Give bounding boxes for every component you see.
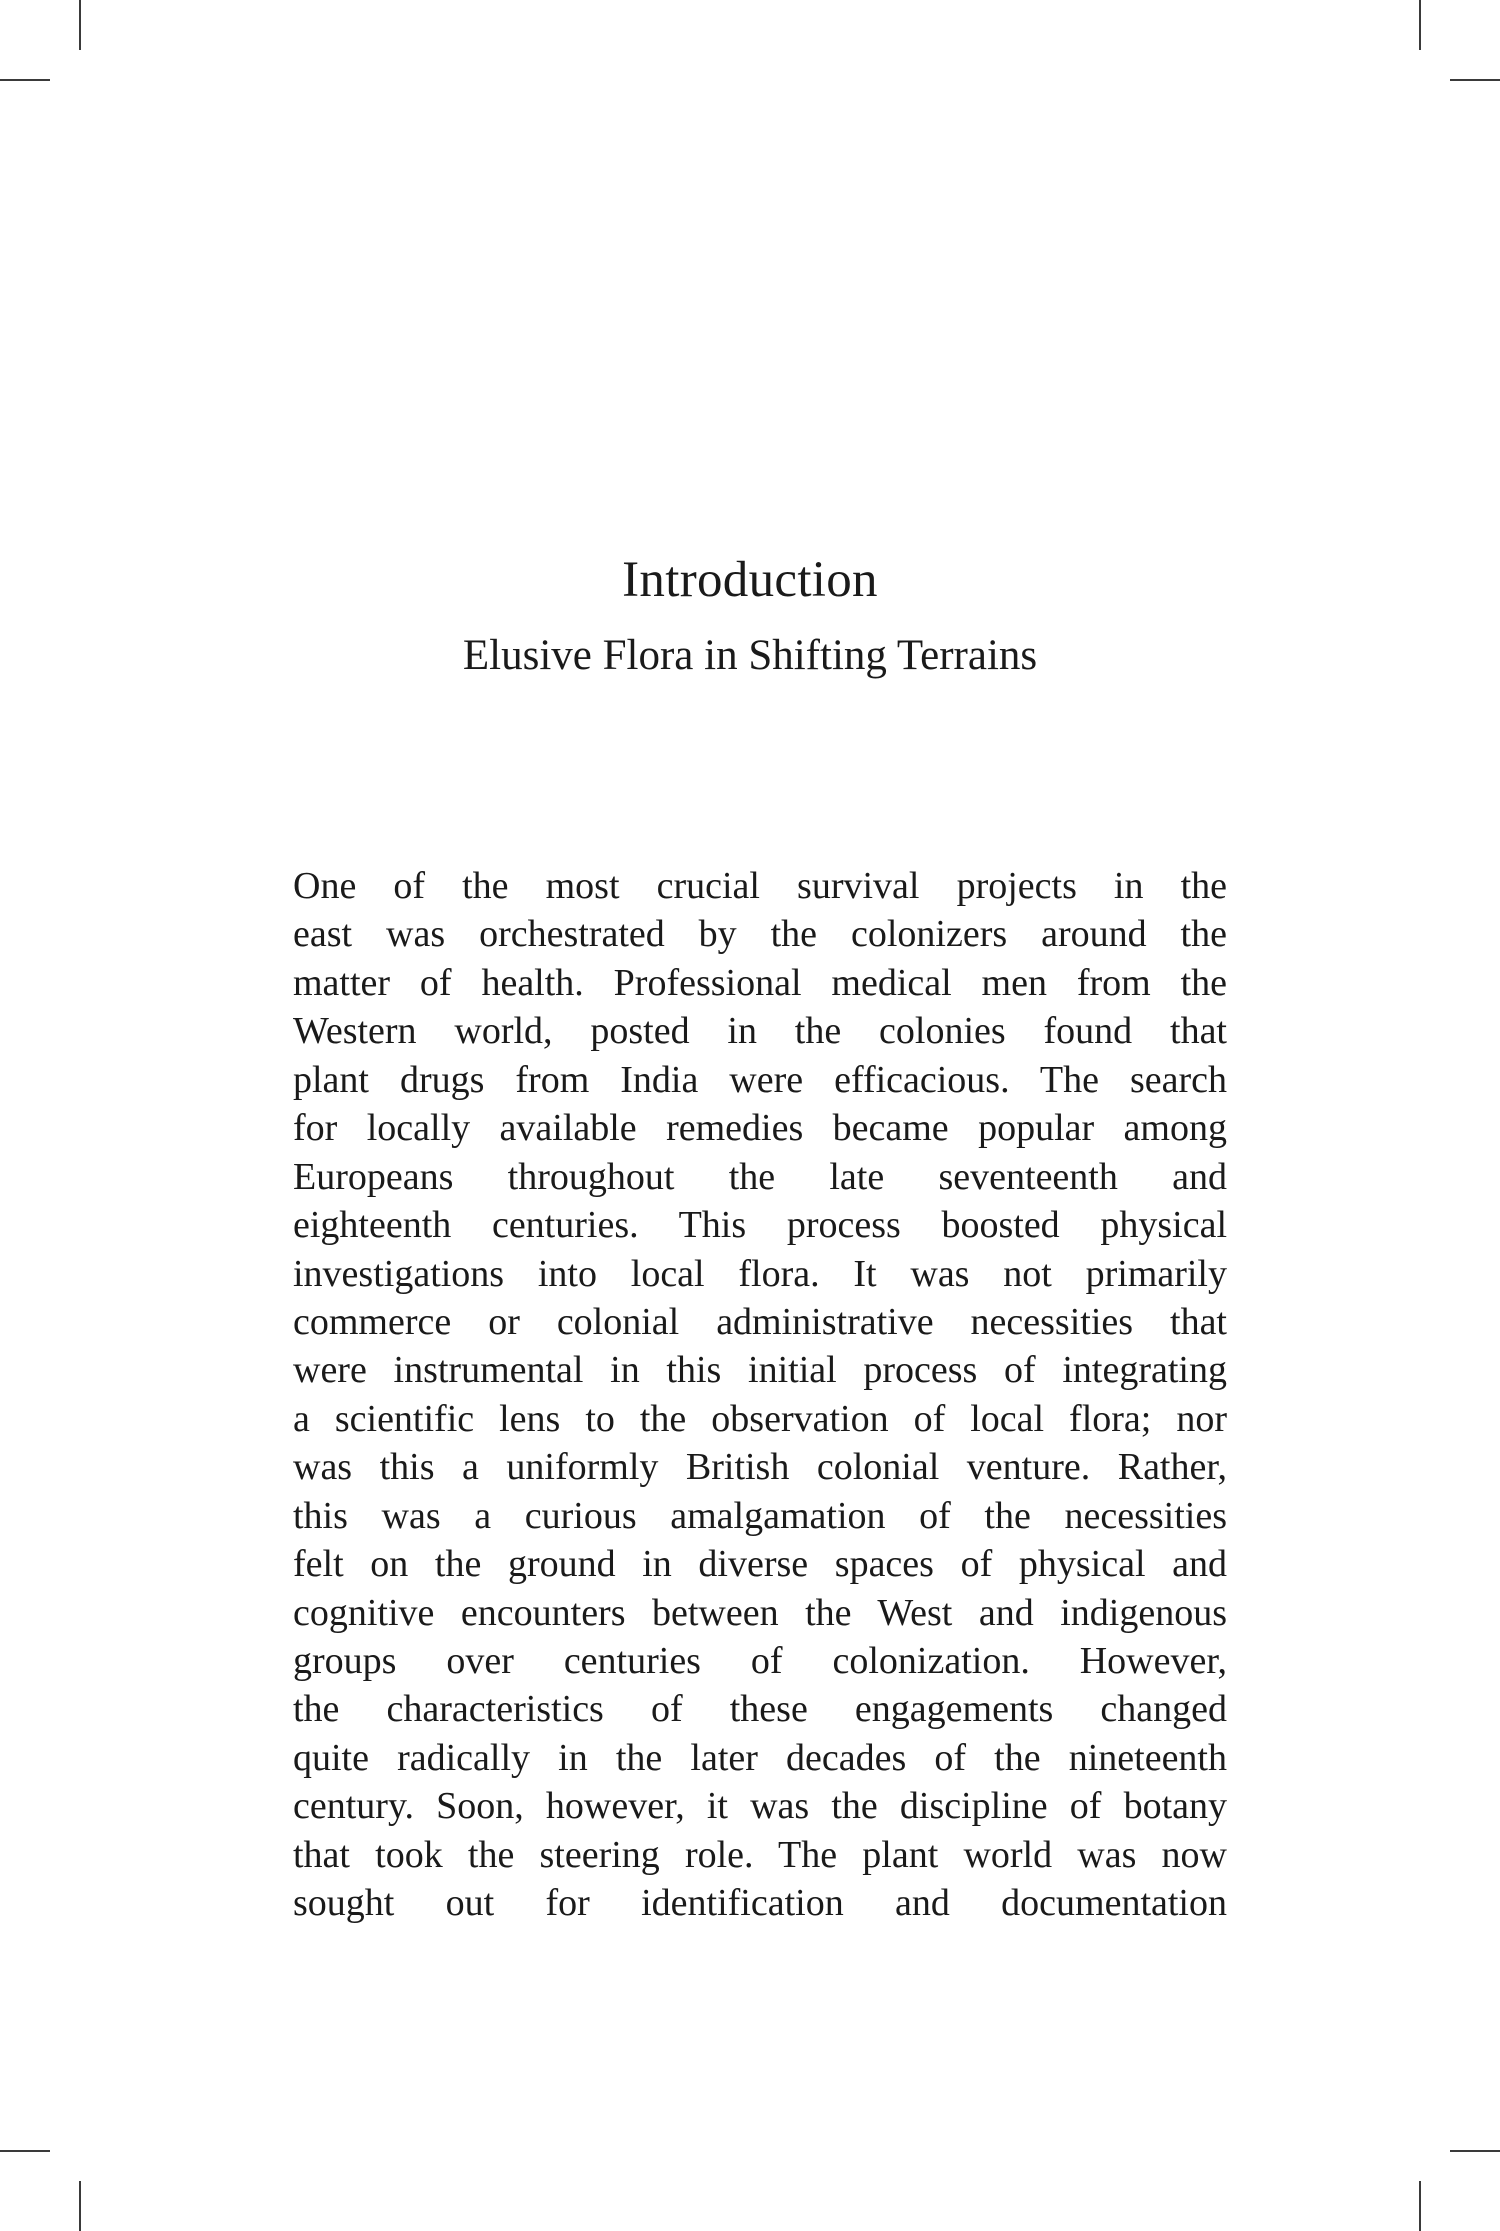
body-line: One of the most crucial survival projects in the (293, 865, 1227, 907)
body-line: east was orchestrated by the colonizers around the (293, 913, 1227, 956)
chapter-title: Introduction (622, 552, 878, 608)
body-line: plant drugs from India were efficacious. The search (293, 1058, 1227, 1101)
chapter-subtitle: Elusive Flora in Shifting Terrains (462, 632, 1038, 679)
body-line: the characteristics of these engagements changed (293, 1688, 1227, 1731)
body-line: matter of health. Professional medical men from the (293, 961, 1227, 1004)
body-line: were instrumental in this initial process of integrating (293, 1349, 1227, 1392)
body-line: for locally available remedies became popular among (293, 1107, 1227, 1150)
crop-mark-top-right-horizontal (1450, 79, 1500, 81)
crop-mark-bottom-right-horizontal (1450, 2150, 1500, 2152)
body-paragraph (293, 862, 1227, 1928)
body-line: this was a curious amalgamation of the necessities (293, 1494, 1227, 1537)
body-line: felt on the ground in diverse spaces of physical and (293, 1543, 1227, 1586)
body-line: that took the steering role. The plant world was now (293, 1833, 1227, 1876)
crop-mark-bottom-left-horizontal (0, 2150, 50, 2152)
body-line: a scientific lens to the observation of local flora; nor (293, 1397, 1227, 1440)
crop-mark-top-left-horizontal (0, 79, 50, 81)
body-line: sought out for identification and documentation (293, 1882, 1227, 1925)
body-line: groups over centuries of colonization. However, (293, 1640, 1227, 1682)
body-line: cognitive encounters between the West and indigenous (293, 1591, 1227, 1634)
crop-mark-bottom-right-vertical (1419, 2181, 1421, 2231)
crop-mark-top-right-vertical (1419, 0, 1421, 50)
crop-mark-top-left-vertical (79, 0, 81, 50)
body-line: Western world, posted in the colonies found that (293, 1010, 1227, 1053)
crop-mark-bottom-left-vertical (79, 2181, 81, 2231)
body-line: century. Soon, however, it was the discipline of botany (293, 1785, 1227, 1828)
body-line: eighteenth centuries. This process boosted physical (293, 1204, 1227, 1247)
body-line: commerce or colonial administrative necessities that (293, 1300, 1227, 1343)
body-line: quite radically in the later decades of the nineteenth (293, 1736, 1227, 1779)
body-line: investigations into local flora. It was not primarily (293, 1252, 1227, 1295)
body-line: was this a uniformly British colonial venture. Rather, (293, 1446, 1227, 1489)
body-line: Europeans throughout the late seventeenth and (293, 1155, 1227, 1198)
